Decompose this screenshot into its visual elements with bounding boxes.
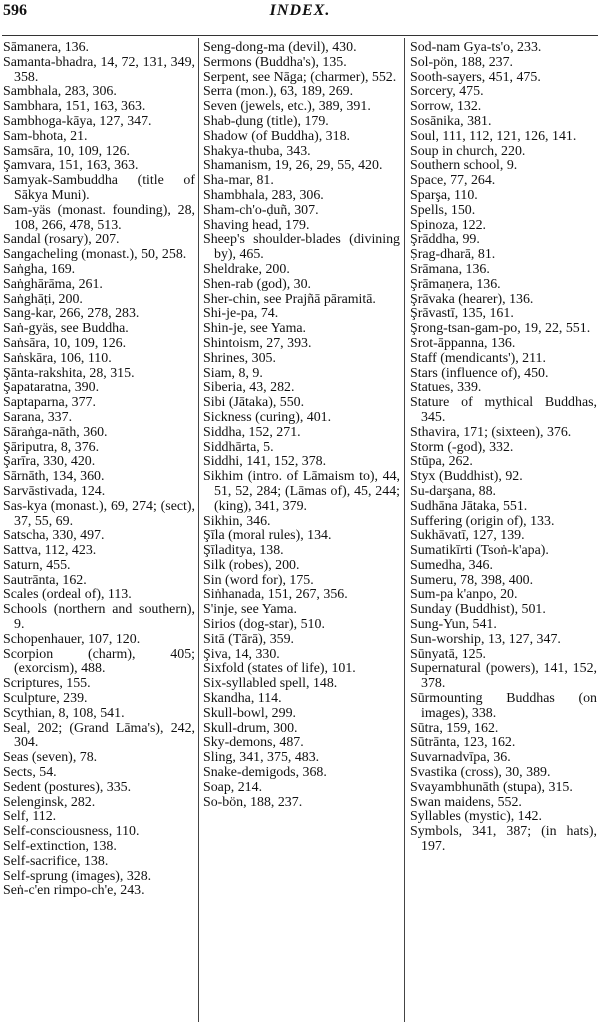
index-entry: Styx (Buddhist), 92. — [410, 469, 523, 485]
index-entry: Sorrow, 132. — [410, 99, 482, 115]
index-column-3 — [410, 41, 597, 1021]
index-entry: Siberia, 43, 282. — [203, 380, 295, 396]
index-entry: Sarana, 337. — [3, 409, 73, 425]
index-entry: Sumedha, 346. — [410, 557, 493, 573]
index-entry: Sky-demons, 487. — [203, 735, 304, 751]
index-entry: Sparşa, 110. — [410, 187, 478, 203]
index-entry: Saṅ-gyäs, see Buddha. — [3, 321, 129, 337]
index-entry: Şānta-rakshita, 28, 315. — [3, 365, 135, 381]
index-entry: Soul, 111, 112, 121, 126, 141. — [410, 128, 577, 144]
index-entry: Şīladitya, 138. — [203, 543, 284, 559]
index-entry: Siddhi, 141, 152, 378. — [203, 454, 327, 470]
index-column-2 — [203, 41, 400, 1021]
index-entry: Şāriputra, 8, 376. — [3, 439, 100, 455]
index-entry: Statues, 339. — [410, 380, 482, 396]
index-entry: Storm (-god), 332. — [410, 439, 514, 455]
index-entry: Shen-rab (god), 30. — [203, 276, 312, 292]
index-entry: Sirios (dog-star), 510. — [203, 617, 325, 633]
index-entry: Şīla (moral rules), 134. — [203, 528, 332, 544]
index-entry: Siddhārta, 5. — [203, 439, 274, 455]
index-entry: Silk (robes), 200. — [203, 557, 300, 573]
index-entry: Saṅghāṭi, 200. — [3, 291, 83, 307]
index-entry: Sunday (Buddhist), 501. — [410, 602, 546, 618]
header-rule — [2, 35, 598, 36]
running-head: INDEX. — [269, 2, 331, 19]
index-entry: Samsāra, 10, 109, 126. — [3, 143, 130, 159]
index-entry: Sang-kar, 266, 278, 283. — [3, 306, 140, 322]
index-entry: Sects, 54. — [3, 765, 57, 781]
index-entry: Soup in church, 220. — [410, 143, 526, 159]
index-entry: Stars (influence of), 450. — [410, 365, 549, 381]
index-entry: Satscha, 330, 497. — [3, 528, 105, 544]
index-entry: Shakya-thuba, 343. — [203, 143, 311, 159]
index-entry: Şrāvaka (hearer), 136. — [410, 291, 534, 307]
index-entry: Scriptures, 155. — [3, 676, 91, 692]
index-entry: Sheldrake, 200. — [203, 261, 290, 277]
index-entry: Sāmanera, 136. — [3, 41, 90, 55]
index-entry: Sūnyatā, 125. — [410, 646, 487, 662]
index-entry: Schools (northern and southern), 9. — [3, 602, 195, 633]
index-entry: Sangacheling (monast.), 50, 258. — [3, 247, 187, 263]
index-entry: Suvarnadvīpa, 36. — [410, 750, 511, 766]
column-divider — [198, 38, 199, 1022]
index-entry: Sikhin, 346. — [203, 513, 271, 529]
index-entry: Spells, 150. — [410, 202, 476, 218]
index-entry: Shrines, 305. — [203, 350, 276, 366]
index-entry: Snake-demigods, 368. — [203, 765, 327, 781]
index-entry: So-bön, 188, 237. — [203, 794, 303, 810]
index-entry: Sumatikīrti (Tsoṅ-k'apa). — [410, 543, 549, 559]
index-entry: Siam, 8, 9. — [203, 365, 263, 381]
index-entry: Sattva, 112, 423. — [3, 543, 97, 559]
index-entry: Shab-ḍung (title), 179. — [203, 113, 329, 129]
index-entry: Sorcery, 475. — [410, 84, 484, 100]
index-entry: Şrāmaṇera, 136. — [410, 276, 501, 292]
index-entry: Skull-bowl, 299. — [203, 705, 296, 721]
index-entry: Svastika (cross), 30, 389. — [410, 765, 551, 781]
index-entry: Sermons (Buddha's), 135. — [203, 54, 347, 70]
index-entry: Seal, 202; (Grand Lāma's), 242, 304. — [3, 720, 195, 751]
index-entry: Saptaparna, 377. — [3, 395, 96, 411]
index-entry: Sukhāvatī, 127, 139. — [410, 528, 525, 544]
index-entry: Sūtrānta, 123, 162. — [410, 735, 516, 751]
index-entry: Sam-yäs (monast. founding), 28, 108, 266, 478, 513. — [3, 202, 195, 233]
index-entry: Sambhoga-kāya, 127, 347. — [3, 113, 152, 129]
index-entry: Staff (mendicants'), 211. — [410, 350, 546, 366]
index-entry: Seven (jewels, etc.), 389, 391. — [203, 99, 371, 115]
index-entry: Sher-chin, see Prajñā pāramitā. — [203, 291, 376, 307]
index-entry: Sum-pa k'anpo, 20. — [410, 587, 518, 603]
index-entry: Serpent, see Nāga; (charmer), 552. — [203, 69, 397, 85]
index-entry: Stūpa, 262. — [410, 454, 473, 470]
index-entry: Shaving head, 179. — [203, 217, 310, 233]
index-entry: Samyak-Sambuddha (title of Sākya Muni). — [3, 173, 195, 203]
index-entry: Shin-je, see Yama. — [203, 321, 307, 337]
index-entry: Shamanism, 19, 26, 29, 55, 420. — [203, 158, 383, 174]
index-entry: Self-sacrifice, 138. — [3, 853, 109, 869]
index-entry: Şarīra, 330, 420. — [3, 454, 96, 470]
index-entry: Sumeru, 78, 398, 400. — [410, 572, 534, 588]
index-entry: Sixfold (states of life), 101. — [203, 661, 356, 677]
index-column-1 — [3, 41, 195, 1021]
index-entry: Shadow (of Buddha), 318. — [203, 128, 350, 144]
index-entry: Sosānika, 381. — [410, 113, 492, 129]
index-entry: Shintoism, 27, 393. — [203, 335, 312, 351]
index-entry: Stature of mythical Buddhas, 345. — [410, 395, 597, 425]
index-entry: Self-sprung (images), 328. — [3, 868, 152, 884]
index-entry: Scales (ordeal of), 113. — [3, 587, 132, 603]
index-entry: Self-extinction, 138. — [3, 839, 117, 855]
index-entry: Samanta-bhadra, 14, 72, 131, 349, 358. — [3, 54, 195, 85]
index-entry: Şamvara, 151, 163, 363. — [3, 158, 139, 174]
index-entry: Sedent (postures), 335. — [3, 779, 132, 795]
index-entry: Skull-drum, 300. — [203, 720, 298, 736]
index-entry: Şrāddha, 99. — [410, 232, 480, 248]
index-entry: Six-syllabled spell, 148. — [203, 676, 338, 692]
index-entry: Soap, 214. — [203, 779, 263, 795]
index-entry: Seṅ-c'en rimpo-ch'e, 243. — [3, 883, 145, 899]
index-entry: Şiva, 14, 330. — [203, 646, 280, 662]
index-entry: Şapataratna, 390. — [3, 380, 100, 396]
index-entry: Supernatural (powers), 141, 152, 378. — [410, 661, 597, 692]
index-entry: Suffering (origin of), 133. — [410, 513, 555, 529]
index-entry: Şrāvastī, 135, 161. — [410, 306, 514, 322]
index-entry: Self-consciousness, 110. — [3, 824, 140, 840]
index-entry: Seng-dong-ma (devil), 430. — [203, 41, 357, 55]
index-entry: Sikhim (intro. of Lāmaism to), 44, 51, 52, 284; (Lāmas of), 45, 244; (king), 341, 379. — [203, 469, 400, 514]
index-entry: Şrong-tsan-gam-po, 19, 22, 551. — [410, 321, 591, 337]
index-entry: Skandha, 114. — [203, 691, 282, 707]
index-entry: Sūtra, 159, 162. — [410, 720, 499, 736]
index-entry: Saṅghārāma, 261. — [3, 276, 103, 292]
index-entry: Scythian, 8, 108, 541. — [3, 705, 125, 721]
index-entry: Sun-worship, 13, 127, 347. — [410, 631, 561, 647]
index-entry: Siṅhanada, 151, 267, 356. — [203, 587, 348, 603]
index-entry: Su-darşana, 88. — [410, 483, 497, 499]
index-entry: Saṅskāra, 106, 110. — [3, 350, 112, 366]
index-entry: Sas-kya (monast.), 69, 274; (sect), 37, 55, 69. — [3, 498, 195, 529]
index-entry: Sung-Yun, 541. — [410, 617, 497, 633]
index-entry: Sandal (rosary), 207. — [3, 232, 120, 248]
index-entry: Sitā (Tārā), 359. — [203, 631, 295, 647]
index-entry: Symbols, 341, 387; (in hats), 197. — [410, 824, 597, 855]
index-entry: Sooth-sayers, 451, 475. — [410, 69, 541, 85]
index-entry: Southern school, 9. — [410, 158, 518, 174]
index-entry: Sthavira, 171; (sixteen), 376. — [410, 424, 572, 440]
index-entry: Seas (seven), 78. — [3, 750, 98, 766]
index-entry: Sol-pön, 188, 237. — [410, 54, 514, 70]
index-entry: Saturn, 455. — [3, 557, 71, 573]
index-entry: Saṅsāra, 10, 109, 126. — [3, 335, 127, 351]
index-entry: Spinoza, 122. — [410, 217, 487, 233]
index-entry: Swan maidens, 552. — [410, 794, 522, 810]
index-entry: Srot-āppanna, 136. — [410, 335, 516, 351]
index-entry: Sling, 341, 375, 483. — [203, 750, 320, 766]
index-entry: Sambhala, 283, 306. — [3, 84, 117, 100]
index-entry: Srāmana, 136. — [410, 261, 490, 277]
index-entry: Self, 112. — [3, 809, 57, 825]
index-entry: Sickness (curing), 401. — [203, 409, 332, 425]
index-entry: Sod-nam Gya-ts'o, 233. — [410, 41, 542, 55]
index-entry: Syllables (mystic), 142. — [410, 809, 542, 825]
index-entry: Sārnāth, 134, 360. — [3, 469, 105, 485]
index-entry: Ṣrag-dharā, 81. — [410, 247, 496, 263]
index-entry: Sheep's shoulder-blades (divining by), 465. — [203, 232, 400, 263]
index-entry: Sambhara, 151, 163, 363. — [3, 99, 146, 115]
index-entry: Scorpion (charm), 405; (exorcism), 488. — [3, 646, 195, 677]
index-entry: Sibi (Jātaka), 550. — [203, 395, 305, 411]
index-entry: Sarvāstivada, 124. — [3, 483, 106, 499]
index-entry: Sūrmounting Buddhas (on images), 338. — [410, 691, 597, 721]
index-entry: Serra (mon.), 63, 189, 269. — [203, 84, 354, 100]
index-entry: Schopenhauer, 107, 120. — [3, 631, 141, 647]
index-entry: Selenginsk, 282. — [3, 794, 96, 810]
index-entry: Sam-bhota, 21. — [3, 128, 88, 144]
index-entry: Sāraṅga-nāth, 360. — [3, 424, 108, 440]
index-entry: Space, 77, 264. — [410, 173, 496, 189]
column-divider — [404, 38, 405, 1022]
index-entry: Saṅgha, 169. — [3, 261, 76, 277]
index-entry: Sha-mar, 81. — [203, 173, 274, 189]
index-entry: Sudhāna Jātaka, 551. — [410, 498, 528, 514]
index-entry: Sautrānta, 162. — [3, 572, 87, 588]
index-entry: Sin (word for), 175. — [203, 572, 314, 588]
index-entry: Sham-ch'o-ḍuñ, 307. — [203, 202, 319, 218]
page-header — [0, 0, 600, 28]
index-entry: Sculpture, 239. — [3, 691, 88, 707]
index-entry: Shi-je-pa, 74. — [203, 306, 279, 322]
index-entry: Svayambhunāth (stupa), 315. — [410, 779, 573, 795]
index-entry: Shambhala, 283, 306. — [203, 187, 324, 203]
index-entry: Siddha, 152, 271. — [203, 424, 301, 440]
index-entry: S'inje, see Yama. — [203, 602, 297, 618]
page-number: 596 — [3, 2, 27, 19]
